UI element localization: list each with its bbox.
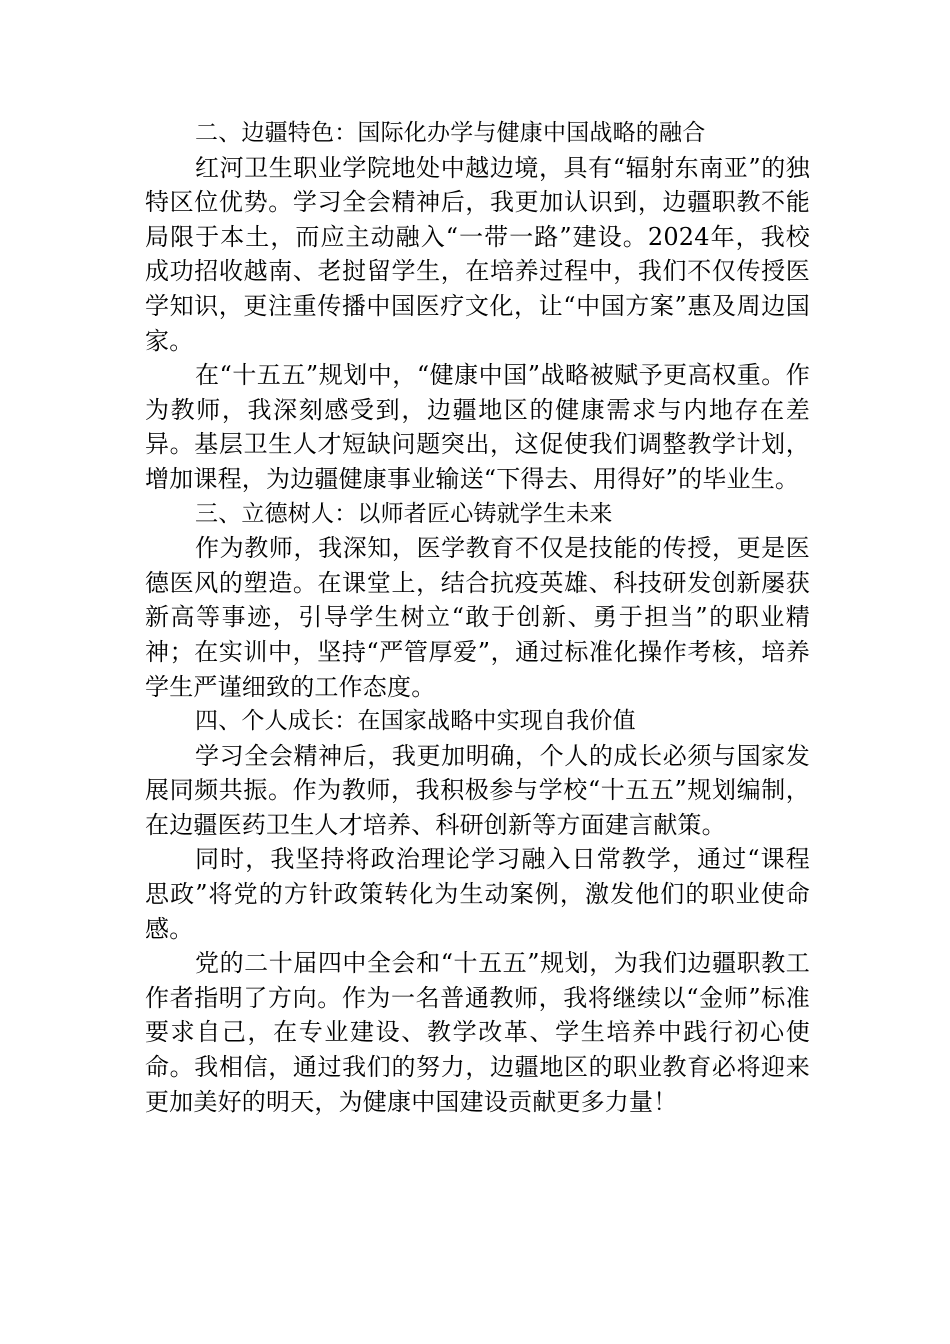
document-body <box>145 116 810 1119</box>
paragraph-healthy-china: 在“十五五”规划中，“健康中国”战略被赋予更高权重。作为教师，我深刻感受到，边疆地区的健康需求与内地存在差异。基层卫生人才短缺问题突出，这促使我们调整教学计划，增加课程，为边疆健康事业输送“下得去、用得好”的毕业生。 <box>145 361 810 493</box>
paragraph-regional-advantage: 红河卫生职业学院地处中越边境，具有“辐射东南亚”的独特区位优势。学习全会精神后，我更加认识到，边疆职教不能局限于本土，而应主动融入“一带一路”建设。2024年，我校成功招收越南、老挝留学生，在培养过程中，我们不仅传授医学知识，更注重传播中国医疗文化，让“中国方案”惠及周边国家。 <box>145 153 810 355</box>
paragraph-conclusion: 党的二十届四中全会和“十五五”规划，为我们边疆职教工作者指明了方向。作为一名普通教师，我将继续以“金师”标准要求自己，在专业建设、教学改革、学生培养中践行初心使命。我相信，通过我们的努力，边疆地区的职业教育必将迎来更加美好的明天，为健康中国建设贡献更多力量！ <box>145 949 810 1116</box>
paragraph-course-ideology: 同时，我坚持将政治理论学习融入日常教学，通过“课程思政”将党的方针政策转化为生动案例，激发他们的职业使命感。 <box>145 845 810 943</box>
paragraph-national-development: 学习全会精神后，我更加明确，个人的成长必须与国家发展同频共振。作为教师，我积极参与学校“十五五”规划编制，在边疆医药卫生人才培养、科研创新等方面建言献策。 <box>145 741 810 839</box>
paragraph-medical-ethics: 作为教师，我深知，医学教育不仅是技能的传授，更是医德医风的塑造。在课堂上，结合抗疫英雄、科技研发创新屡获新高等事迹，引导学生树立“敢于创新、勇于担当”的职业精神；在实训中，坚持“严管厚爱”，通过标准化操作考核，培养学生严谨细致的工作态度。 <box>145 534 810 701</box>
section-heading-border-features: 二、边疆特色：国际化办学与健康中国战略的融合 <box>195 120 706 146</box>
section-heading-personal-growth: 四、个人成长：在国家战略中实现自我价值 <box>195 708 636 735</box>
section-heading-moral-education: 三、立德树人：以师者匠心铸就学生未来 <box>195 500 613 527</box>
